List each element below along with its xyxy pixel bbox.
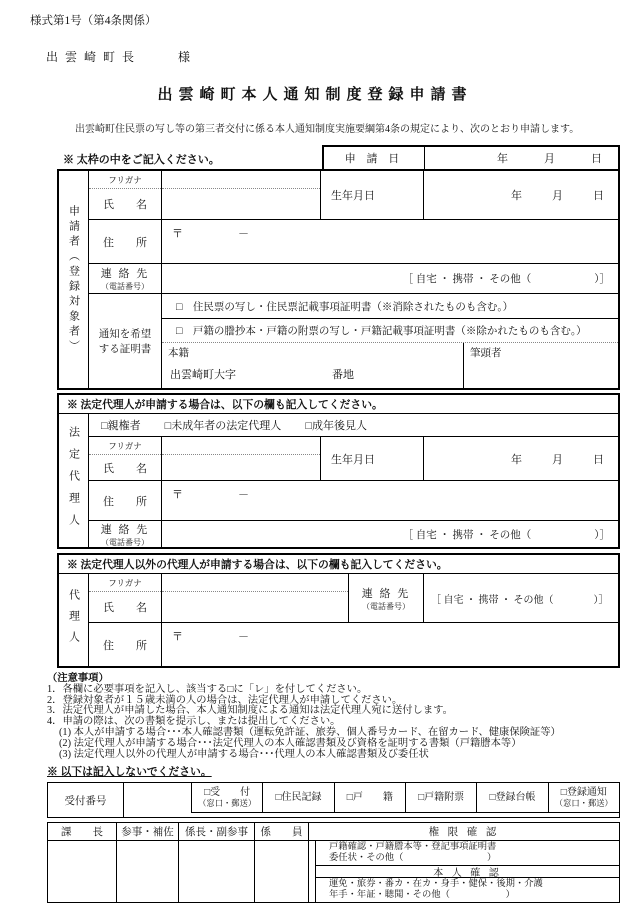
applicant-contact-input[interactable] xyxy=(162,264,618,293)
checkbox-label: □住民記録 xyxy=(275,792,322,804)
applicant-name-row xyxy=(89,171,618,219)
checkbox-register-notice[interactable] xyxy=(548,783,619,812)
counselor-stamp-cell[interactable] xyxy=(116,841,178,902)
legal-rep-contact-label xyxy=(89,521,162,547)
checkbox-label: □戸籍附票 xyxy=(418,792,465,804)
addressee: 出 雲 崎 町 長 様 xyxy=(46,50,193,64)
agent-side-label xyxy=(59,574,89,666)
postal-mark: 〒 － xyxy=(172,631,249,643)
authority-check-line1 xyxy=(316,841,619,865)
subsection-chief-label: 係長・副参事 xyxy=(178,823,254,840)
legal-rep-address-input[interactable] xyxy=(162,481,618,520)
cert-label-line1: 通知を希望 xyxy=(98,329,152,340)
checkbox-reception[interactable] xyxy=(192,783,262,812)
approval-body-row xyxy=(48,841,619,902)
process-checkbox-group xyxy=(191,783,619,813)
phone-label: （電話番号） xyxy=(101,537,149,547)
note-item: 2．登録対象者が１５歳未満の人の場合は、法定代理人が申請してください。 xyxy=(47,694,403,706)
identity-check-line1 xyxy=(316,878,619,902)
month-label: 月 xyxy=(544,153,555,165)
applicant-side-label xyxy=(59,171,89,388)
checkbox-koseki[interactable] xyxy=(334,783,405,812)
frame-note: ※ 太枠の中をご記入ください。 xyxy=(63,154,220,166)
day-label: 日 xyxy=(591,153,602,165)
legal-rep-address-row xyxy=(89,480,618,520)
legal-rep-note: ※ 法定代理人が申請する場合は、以下の欄も記入してください。 xyxy=(59,395,618,414)
applicant-address-label: 住 所 xyxy=(89,220,162,263)
agent-name-field[interactable] xyxy=(162,574,348,622)
applicant-contact-row xyxy=(89,263,618,293)
frame-note-row xyxy=(57,145,620,171)
agent-table xyxy=(57,553,620,668)
legal-rep-side-label xyxy=(59,414,89,547)
legal-rep-type-row xyxy=(89,414,618,436)
staff-label: 係 員 xyxy=(254,823,308,840)
receipt-number-input[interactable] xyxy=(123,783,191,817)
staff-stamp-cell[interactable] xyxy=(254,841,308,902)
authority-check-title: 権 限 確 認 xyxy=(308,823,619,840)
legal-rep-birth-label: 生年月日 xyxy=(320,437,423,480)
month-label: 月 xyxy=(552,190,563,202)
subsection-chief-stamp-cell[interactable] xyxy=(178,841,254,902)
domicile-input[interactable] xyxy=(162,343,463,388)
day-label: 日 xyxy=(593,190,604,202)
year-label: 年 xyxy=(511,453,522,466)
applicant-birth-input[interactable] xyxy=(423,171,618,219)
applicant-address-row xyxy=(89,219,618,263)
checkbox-label: □登録通知 xyxy=(560,786,607,798)
checkbox-sub: （窓口・郵送） xyxy=(554,798,613,808)
contact-options[interactable]: ［ 自宅 ・ 携帯 ・ その他（ ）］ xyxy=(431,594,609,606)
legal-rep-body xyxy=(59,414,618,547)
year-label: 年 xyxy=(497,153,508,165)
applicant-body xyxy=(59,171,618,388)
legal-rep-name-label-col xyxy=(89,437,162,480)
legal-rep-furigana-label: フリガナ xyxy=(89,437,161,455)
authority-docs-other: 委任状・その他（ ） xyxy=(329,853,497,864)
counselor-label: 参事・補佐 xyxy=(116,823,178,840)
checkbox-minor-legal-rep[interactable]: □未成年者の法定代理人 xyxy=(164,420,282,432)
legal-rep-address-label: 住 所 xyxy=(89,481,162,520)
section-chief-stamp-cell[interactable] xyxy=(48,841,116,902)
head-of-family-input[interactable] xyxy=(463,343,618,388)
phone-label: （電話番号） xyxy=(101,282,149,291)
month-label: 月 xyxy=(552,453,563,466)
cert-request-label xyxy=(89,294,162,388)
cert-label-line2: する証明書 xyxy=(98,344,152,355)
agent-name-input[interactable] xyxy=(162,592,348,622)
identity-docs: 運免・旅券・番カ・在カ・身手・健保・後期・介護 xyxy=(329,879,543,890)
note-sub-item: (2) 法定代理人が申請する場合･･･法定代理人の本人確認書類及び資格を証明する書類（戸籍謄本等） xyxy=(59,737,522,749)
agent-body xyxy=(59,574,618,666)
legal-rep-contact-row xyxy=(89,520,618,547)
applicant-contact-label xyxy=(89,264,162,293)
domicile-prefix: 出雲崎町大字 xyxy=(170,369,236,381)
domicile-row xyxy=(162,342,618,388)
checkbox-label: □登録台帳 xyxy=(489,792,536,804)
agent-address-label: 住 所 xyxy=(89,623,162,666)
checkbox-sub: （窓口・郵送） xyxy=(198,798,257,808)
legal-rep-furigana-input[interactable] xyxy=(162,437,320,455)
checkbox-label: □受 付 xyxy=(204,786,251,798)
cert-option-juminhyo[interactable]: □ 住民票の写し・住民票記載事項証明書（※消除されたものも含む。） xyxy=(176,301,514,313)
office-use-note: ※ 以下は記入しないでください。 xyxy=(47,766,212,779)
identity-docs-other: 年手・年証・聴聞・その他（ ） xyxy=(329,890,515,901)
intro-text: 出雲崎町住民票の写し等の第三者交付に係る本人通知制度実施要綱第4条の規定により、次のとおり申請します。 xyxy=(75,124,580,135)
checkbox-koseki-fuhyo[interactable] xyxy=(405,783,476,812)
applicant-name-input[interactable] xyxy=(162,189,320,219)
legal-rep-side-text: 法定代理人 xyxy=(67,425,80,536)
identity-check-title: 本 人 確 認 xyxy=(316,865,619,878)
checkbox-parental-authority[interactable]: □親権者 xyxy=(101,420,141,432)
application-date-box xyxy=(322,145,620,171)
page-title: 出雲崎町本人通知制度登録申請書 xyxy=(157,87,473,103)
applicant-table xyxy=(57,169,620,390)
form-code: 様式第1号（第4条関係） xyxy=(30,15,157,27)
domicile-suffix: 番地 xyxy=(332,369,354,381)
note-item: 1．各欄に必要事項を記入し、該当する□に「レ」を付してください。 xyxy=(47,683,368,695)
head-of-family-label: 筆頭者 xyxy=(470,348,502,359)
checkbox-label: □戸 籍 xyxy=(346,792,393,804)
agent-note: ※ 法定代理人以外の代理人が申請する場合は、以下の欄も記入してください。 xyxy=(59,555,618,574)
agent-furigana-label: フリガナ xyxy=(89,574,161,592)
note-sub-item: (3) 法定代理人以外の代理人が申請する場合･･･代理人の本人確認書類及び委任状 xyxy=(59,748,429,760)
applicant-birth-label: 生年月日 xyxy=(320,171,423,219)
note-item: 3．法定代理人が申請した場合、本人通知制度による通知は法定代理人宛に送付します。 xyxy=(47,705,453,717)
approval-header-row xyxy=(48,823,619,841)
applicant-cert-row xyxy=(89,293,618,388)
legal-rep-birth-input[interactable] xyxy=(423,437,618,480)
authority-docs: 戸籍確認・戸籍謄本等・登記事項証明書 xyxy=(329,842,497,853)
year-label: 年 xyxy=(511,190,522,202)
legal-rep-name-label: 氏 名 xyxy=(103,462,147,475)
agent-furigana-input[interactable] xyxy=(162,574,348,592)
agent-name-row xyxy=(89,574,618,622)
applicant-furigana-label: フリガナ xyxy=(89,171,161,189)
verification-area xyxy=(308,841,619,902)
applicant-furigana-input[interactable] xyxy=(162,171,320,189)
agent-contact-label xyxy=(348,574,423,622)
agent-address-row xyxy=(89,622,618,666)
postal-mark: 〒 － xyxy=(172,228,249,240)
application-date-input[interactable] xyxy=(425,147,618,169)
agent-contact-input[interactable] xyxy=(423,574,618,622)
legal-rep-name-row xyxy=(89,436,618,480)
agent-address-input[interactable] xyxy=(162,623,618,666)
applicant-name-label: 氏 名 xyxy=(103,199,147,211)
day-label: 日 xyxy=(593,453,604,466)
approval-table xyxy=(47,822,620,903)
checkbox-register-ledger[interactable] xyxy=(476,783,547,812)
notes-section xyxy=(47,674,630,760)
applicant-name-field[interactable] xyxy=(162,171,320,219)
legal-rep-table xyxy=(57,393,620,549)
notes-heading: （注意事項） xyxy=(47,673,109,684)
note-sub-item: (1) 本人が申請する場合･･･本人確認書類（運転免許証、旅券、個人番号カード、在留カード、健康保険証等） xyxy=(59,726,561,738)
contact-options[interactable]: ［ 自宅 ・ 携帯 ・ その他（ ）］ xyxy=(402,274,610,285)
applicant-address-input[interactable] xyxy=(162,220,618,263)
cert-option-koseki[interactable]: □ 戸籍の謄抄本・戸籍の附票の写し・戸籍記載事項証明書（※除かれたものも含む。） xyxy=(162,318,618,342)
contact-label: 連 絡 先 xyxy=(361,587,411,600)
agent-name-label-col xyxy=(89,574,162,622)
legal-rep-name-input[interactable] xyxy=(162,455,320,480)
agent-side-text: 代理人 xyxy=(67,588,80,652)
contact-options[interactable]: ［ 自宅 ・ 携帯 ・ その他（ ）］ xyxy=(402,529,610,541)
receipt-number-label: 受付番号 xyxy=(64,795,107,807)
checkbox-resident-record[interactable] xyxy=(262,783,333,812)
phone-label: （電話番号） xyxy=(362,601,410,611)
postal-mark: 〒 － xyxy=(172,489,249,501)
domicile-label: 本籍 xyxy=(168,348,189,359)
applicant-name-label-col xyxy=(89,171,162,219)
applicant-side-text: 申請者（登録対象者） xyxy=(67,204,80,355)
receipt-table xyxy=(47,782,620,818)
legal-rep-contact-input[interactable] xyxy=(162,521,618,547)
section-chief-label: 課 長 xyxy=(61,827,103,839)
agent-name-label: 氏 名 xyxy=(103,602,147,614)
contact-label: 連 絡 先 xyxy=(100,523,150,536)
checkbox-adult-guardian[interactable]: □成年後見人 xyxy=(305,420,367,432)
note-item: 4．申請の際は、次の書類を提示し、または提出してください。 xyxy=(47,716,341,728)
application-date-label: 申 請 日 xyxy=(324,147,425,169)
contact-label: 連 絡 先 xyxy=(100,268,150,280)
legal-rep-name-field[interactable] xyxy=(162,437,320,480)
